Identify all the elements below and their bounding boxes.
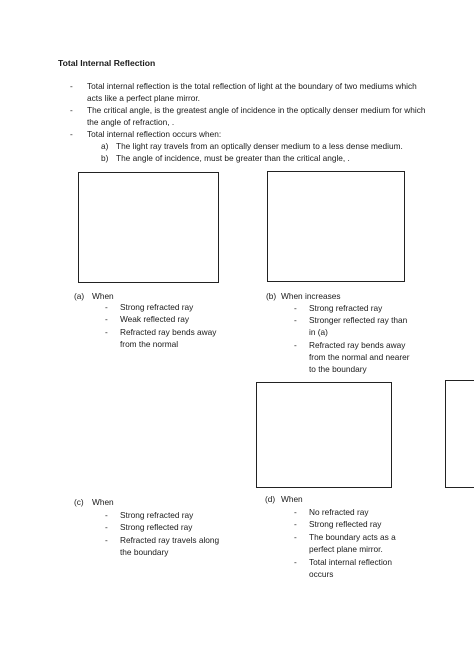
dash-marker: - [70,105,73,115]
case-condition: When increases [281,291,341,301]
case-condition: When [281,494,303,504]
diagram-frame-d [256,382,392,488]
case-item: Strong reflected ray [309,519,382,529]
dash-marker: - [294,557,297,567]
dash-marker: - [294,315,297,325]
diagram-frame-a [78,172,219,283]
case-condition: When [92,497,114,507]
case-item: from the normal [120,339,179,349]
case-item: occurs [309,569,334,579]
condition-text: The light ray travels from an optically denser medium to a less dense medium. [116,141,403,151]
page-title: Total Internal Reflection [58,58,156,68]
dash-marker: - [105,535,108,545]
dash-marker: - [294,519,297,529]
dash-marker: - [105,327,108,337]
bullet-line: Total internal reflection occurs when: [87,129,222,139]
case-item: the boundary [120,547,169,557]
case-condition: When [92,291,114,301]
bullet-line: acts like a perfect plane mirror. [87,93,200,103]
dash-marker: - [70,129,73,139]
case-label: (c) [74,497,84,507]
dash-marker: - [294,303,297,313]
dash-marker: - [105,314,108,324]
case-item: Refracted ray travels along [120,535,220,545]
dash-marker: - [294,532,297,542]
case-item: Stronger reflected ray than [309,315,408,325]
case-item: Strong refracted ray [120,302,194,312]
bullet-line: Total internal reflection is the total reflection of light at the boundary of two mediums which [87,81,417,91]
case-item: The boundary acts as a [309,532,396,542]
case-label: (d) [265,494,276,504]
bullet-line: The critical angle, is the greatest angle of incidence in the optically denser medium for which [87,105,426,115]
dash-marker: - [105,510,108,520]
case-item: to the boundary [309,364,367,374]
bullet-line: the angle of refraction, . [87,117,175,127]
dash-marker: - [70,81,73,91]
dash-marker: - [105,302,108,312]
condition-text: The angle of incidence, must be greater than the critical angle, . [116,153,350,163]
case-item: Strong reflected ray [120,522,193,532]
condition-marker: b) [101,153,109,163]
case-item: in (a) [309,327,328,337]
dash-marker: - [294,507,297,517]
case-item: from the normal and nearer [309,352,410,362]
case-item: Strong refracted ray [309,303,383,313]
case-item: Weak reflected ray [120,314,190,324]
case-item: Total internal reflection [309,557,393,567]
dash-marker: - [294,340,297,350]
case-item: Strong refracted ray [120,510,194,520]
case-item: No refracted ray [309,507,369,517]
diagram-frame-b [267,171,405,282]
dash-marker: - [105,522,108,532]
case-label: (a) [74,291,85,301]
case-item: perfect plane mirror. [309,544,383,554]
case-label: (b) [266,291,277,301]
diagram-frame-extra [445,380,474,488]
condition-marker: a) [101,141,109,151]
case-item: Refracted ray bends away [120,327,217,337]
case-item: Refracted ray bends away [309,340,406,350]
